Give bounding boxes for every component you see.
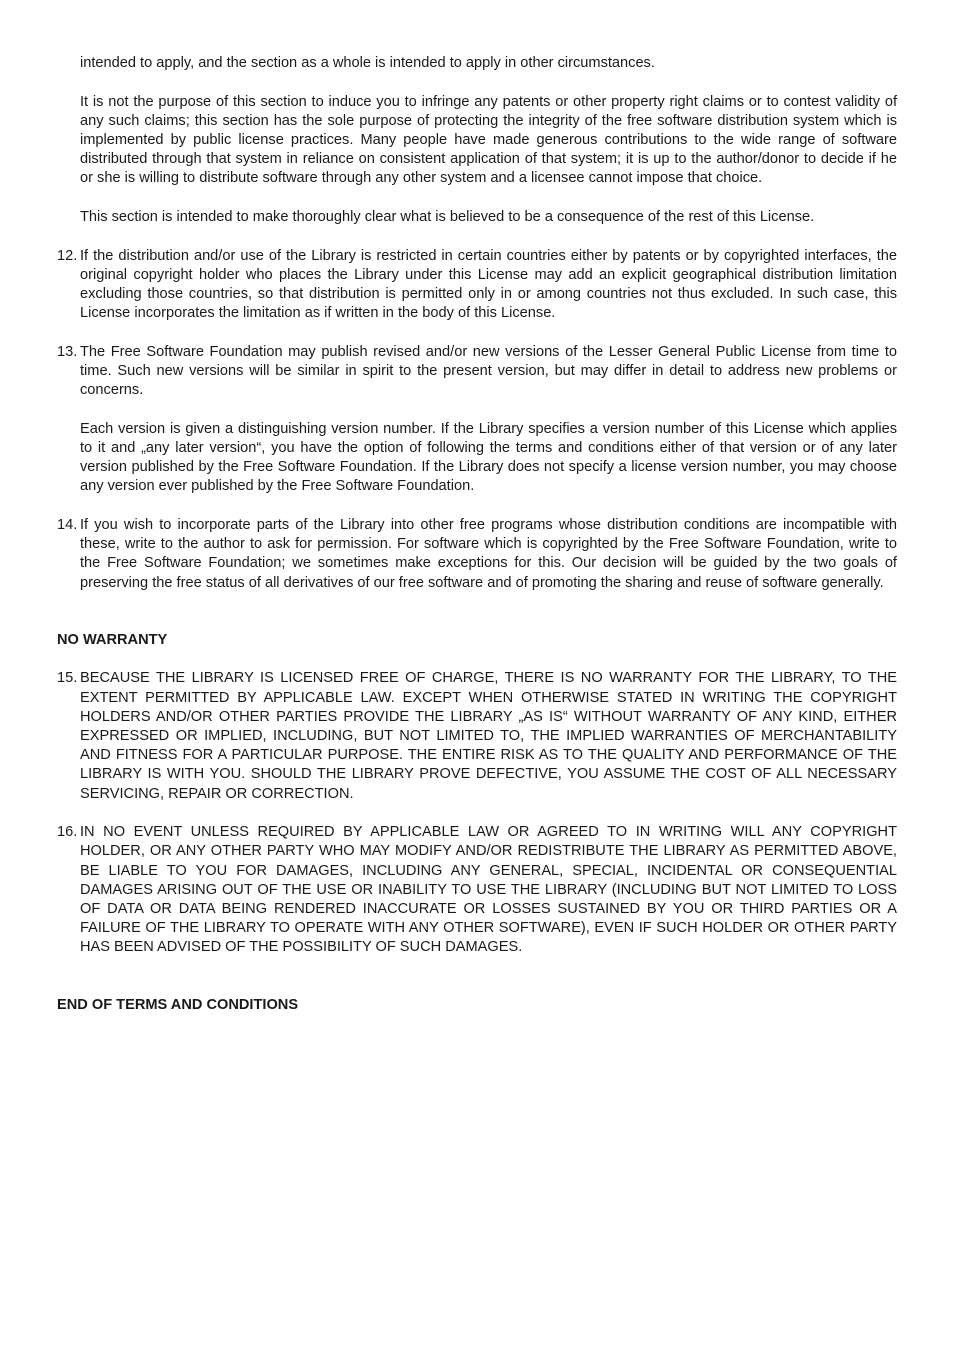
section-14-number: 14. <box>57 517 78 533</box>
section-13-number: 13. <box>57 343 78 360</box>
intro-paragraph-consequence: This section is intended to make thoroughly clear what is believed to be a consequence of the rest of this License. <box>80 209 815 225</box>
section-16-number: 16. <box>57 824 78 841</box>
intro-paragraph-purpose: It is not the purpose of this section to induce you to infringe any patents or other property right claims or to contest validity of any such claims; this section has the sole purpose of protecting the integrity of the free software distribution system which is implemented by public license practices. Many people have made generous contributions to the wide range of software distributed through that system in reliance on consistent application of that system; it is up to the author/donor to decide if he or she is willing to distribute software through any other system and a licensee cannot impose that choice. <box>80 93 897 187</box>
section-12 <box>57 247 897 324</box>
section-15-text: BECAUSE THE LIBRARY IS LICENSED FREE OF CHARGE, THERE IS NO WARRANTY FOR THE LIBRARY, TO THE EXTENT PERMITTED BY APPLICABLE LAW. EXCEPT WHEN OTHERWISE STATED IN WRITING THE COPYRIGHT HOLDERS AND/OR OTHER PARTIES PROVIDE THE LIBRARY „AS IS“ WITHOUT WARRANTY OF ANY KIND, EITHER EXPRESSED OR IMPLIED, INCLUDING, BUT NOT LIMITED TO, THE IMPLIED WARRANTIES OF MERCHANTABILITY AND FITNESS FOR A PARTICULAR PURPOSE. THE ENTIRE RISK AS TO THE QUALITY AND PERFORMANCE OF THE LIBRARY IS WITH YOU. SHOULD THE LIBRARY PROVE DEFECTIVE, YOU ASSUME THE COST OF ALL NECESSARY SERVICING, REPAIR OR CORRECTION. <box>80 670 897 802</box>
section-15 <box>57 669 897 803</box>
section-13-version-text: Each version is given a distinguishing version number. If the Library specifies a version number of this License which applies to it and „any later version“, you have the option of following the terms and conditions either of that version or of any later version published by the Free Software Foundation. If the Library does not specify a license version number, you may choose any version ever published by the Free Software Foundation. <box>80 420 897 495</box>
section-16-text: IN NO EVENT UNLESS REQUIRED BY APPLICABLE LAW OR AGREED TO IN WRITING WILL ANY COPYRIGHT HOLDER, OR ANY OTHER PARTY WHO MAY MODIFY AND/OR REDISTRIBUTE THE LIBRARY AS PERMITTED ABOVE, BE LIABLE TO YOU FOR DAMAGES, INCLUDING ANY GENERAL, SPECIAL, INCIDENTAL OR CONSEQUENTIAL DAMAGES ARISING OUT OF THE USE OR INABILITY TO USE THE LIBRARY (INCLUDING BUT NOT LIMITED TO LOSS OF DATA OR DATA BEING RENDERED INACCURATE OR LOSSES SUSTAINED BY YOU OR THIRD PARTIES OR A FAILURE OF THE LIBRARY TO OPERATE WITH ANY OTHER SOFTWARE), EVEN IF SUCH HOLDER OR OTHER PARTY HAS BEEN ADVISED OF THE POSSIBILITY OF SUCH DAMAGES. <box>80 824 897 956</box>
section-12-number: 12. <box>57 247 78 264</box>
section-15-number: 15. <box>57 670 78 687</box>
section-14-text: If you wish to incorporate parts of the Library into other free programs whose distribution conditions are incompatible with these, write to the author to ask for permission. For software which is copyrighted by the Free Software Foundation, write to the Free Software Foundation; we sometimes make exceptions for this. Our decision will be guided by the two goals of preserving the free status of all derivatives of our free software and of promoting the sharing and reuse of software generally. <box>80 517 897 591</box>
no-warranty-heading: NO WARRANTY <box>57 631 168 648</box>
section-16 <box>57 823 897 957</box>
intro-paragraph-continuation: intended to apply, and the section as a whole is intended to apply in other circumstances. <box>80 55 655 71</box>
end-of-terms-heading: END OF TERMS AND CONDITIONS <box>57 996 299 1013</box>
section-12-text: If the distribution and/or use of the Library is restricted in certain countries either by patents or by copyrighted interfaces, the original copyright holder who places the Library under this License may add an explicit geographical distribution limitation excluding those countries, so that distribution is permitted only in or among countries not thus excluded. In such case, this License incorporates the limitation as if written in the body of this License. <box>80 247 897 322</box>
section-13-text: The Free Software Foundation may publish revised and/or new versions of the Lesser General Public License from time to time. Such new versions will be similar in spirit to the present version, but may differ in detail to address new problems or concerns. <box>80 343 897 399</box>
section-14 <box>57 516 897 593</box>
document-page <box>57 54 897 1034</box>
section-13 <box>57 343 897 497</box>
